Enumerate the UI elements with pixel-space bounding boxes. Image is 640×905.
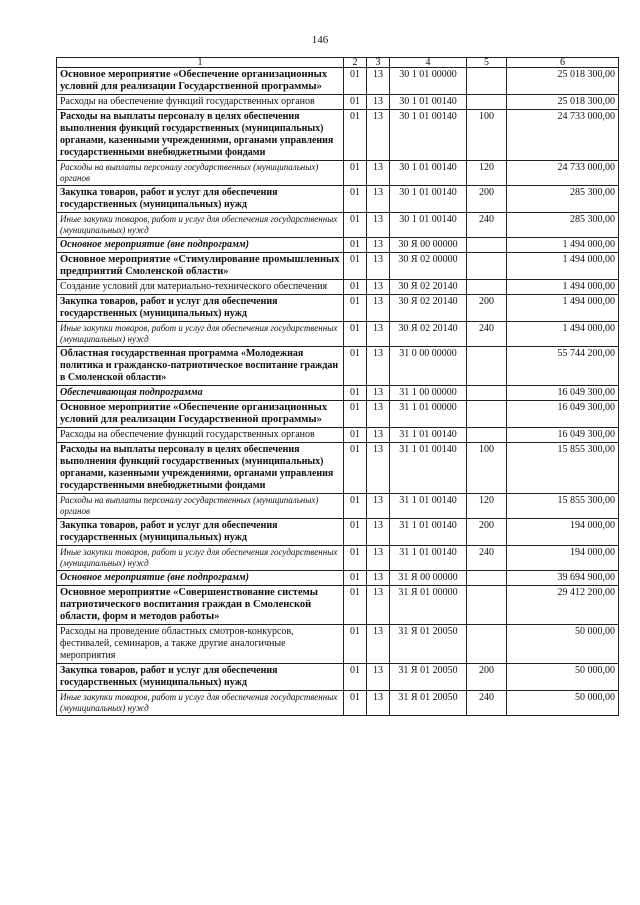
expense-type-cell: 120 bbox=[467, 161, 507, 186]
subsection-code-cell: 13 bbox=[367, 443, 390, 494]
target-article-cell: 30 1 01 00140 bbox=[390, 186, 467, 213]
section-code-cell: 01 bbox=[344, 68, 367, 95]
expense-type-cell: 200 bbox=[467, 664, 507, 691]
subsection-code-cell: 13 bbox=[367, 428, 390, 443]
table-row bbox=[57, 253, 619, 280]
amount-cell: 1 494 000,00 bbox=[507, 253, 619, 280]
page-number: 146 bbox=[311, 34, 329, 46]
target-article-cell: 30 Я 02 00000 bbox=[390, 253, 467, 280]
amount-cell: 16 049 300,00 bbox=[507, 401, 619, 428]
amount-cell: 50 000,00 bbox=[507, 625, 619, 664]
amount-cell: 1 494 000,00 bbox=[507, 238, 619, 253]
target-article-cell: 30 Я 02 20140 bbox=[390, 280, 467, 295]
row-name-cell: Обеспечивающая подпрограмма bbox=[57, 386, 344, 401]
target-article-cell: 31 1 01 00140 bbox=[390, 494, 467, 519]
header-col-1: 1 bbox=[57, 58, 344, 68]
section-code-cell: 01 bbox=[344, 586, 367, 625]
amount-cell: 25 018 300,00 bbox=[507, 68, 619, 95]
subsection-code-cell: 13 bbox=[367, 253, 390, 280]
expense-type-cell: 100 bbox=[467, 443, 507, 494]
row-name-cell: Расходы на выплаты персоналу государственных (муниципальных) органов bbox=[57, 494, 344, 519]
subsection-code-cell: 13 bbox=[367, 213, 390, 238]
subsection-code-cell: 13 bbox=[367, 494, 390, 519]
row-name-cell: Закупка товаров, работ и услуг для обеспечения государственных (муниципальных) нужд bbox=[57, 295, 344, 322]
expense-type-cell bbox=[467, 68, 507, 95]
target-article-cell: 31 Я 00 00000 bbox=[390, 571, 467, 586]
expense-type-cell bbox=[467, 571, 507, 586]
target-article-cell: 31 1 01 00000 bbox=[390, 401, 467, 428]
row-name-cell: Основное мероприятие (вне подпрограмм) bbox=[57, 571, 344, 586]
amount-cell: 29 412 200,00 bbox=[507, 586, 619, 625]
section-code-cell: 01 bbox=[344, 161, 367, 186]
section-code-cell: 01 bbox=[344, 280, 367, 295]
section-code-cell: 01 bbox=[344, 494, 367, 519]
expense-type-cell: 200 bbox=[467, 186, 507, 213]
row-name-cell: Основное мероприятие «Стимулирование промышленных предприятий Смоленской области» bbox=[57, 253, 344, 280]
expense-type-cell: 240 bbox=[467, 546, 507, 571]
section-code-cell: 01 bbox=[344, 571, 367, 586]
row-name-cell: Закупка товаров, работ и услуг для обеспечения государственных (муниципальных) нужд bbox=[57, 664, 344, 691]
section-code-cell: 01 bbox=[344, 664, 367, 691]
row-name-cell: Создание условий для материально-технического обеспечения bbox=[57, 280, 344, 295]
expense-type-cell bbox=[467, 586, 507, 625]
table-row bbox=[57, 386, 619, 401]
section-code-cell: 01 bbox=[344, 691, 367, 716]
row-name-cell: Иные закупки товаров, работ и услуг для обеспечения государственных (муниципальных) нужд bbox=[57, 691, 344, 716]
section-code-cell: 01 bbox=[344, 213, 367, 238]
section-code-cell: 01 bbox=[344, 625, 367, 664]
table-row bbox=[57, 586, 619, 625]
amount-cell: 24 733 000,00 bbox=[507, 161, 619, 186]
target-article-cell: 31 0 00 00000 bbox=[390, 347, 467, 386]
amount-cell: 285 300,00 bbox=[507, 213, 619, 238]
amount-cell: 25 018 300,00 bbox=[507, 95, 619, 110]
subsection-code-cell: 13 bbox=[367, 386, 390, 401]
row-name-cell: Закупка товаров, работ и услуг для обеспечения государственных (муниципальных) нужд bbox=[57, 186, 344, 213]
expense-type-cell bbox=[467, 401, 507, 428]
section-code-cell: 01 bbox=[344, 295, 367, 322]
row-name-cell: Областная государственная программа «Молодежная политика и гражданско-патриотическое воспитание граждан в Смоленской области» bbox=[57, 347, 344, 386]
section-code-cell: 01 bbox=[344, 95, 367, 110]
table-row bbox=[57, 546, 619, 571]
table-row bbox=[57, 322, 619, 347]
subsection-code-cell: 13 bbox=[367, 586, 390, 625]
subsection-code-cell: 13 bbox=[367, 238, 390, 253]
target-article-cell: 31 1 01 00140 bbox=[390, 519, 467, 546]
subsection-code-cell: 13 bbox=[367, 519, 390, 546]
amount-cell: 285 300,00 bbox=[507, 186, 619, 213]
header-col-3: 3 bbox=[367, 58, 390, 68]
subsection-code-cell: 13 bbox=[367, 295, 390, 322]
expense-type-cell: 100 bbox=[467, 110, 507, 161]
section-code-cell: 01 bbox=[344, 428, 367, 443]
section-code-cell: 01 bbox=[344, 443, 367, 494]
section-code-cell: 01 bbox=[344, 347, 367, 386]
subsection-code-cell: 13 bbox=[367, 664, 390, 691]
table-row bbox=[57, 110, 619, 161]
table-row bbox=[57, 401, 619, 428]
section-code-cell: 01 bbox=[344, 238, 367, 253]
amount-cell: 55 744 200,00 bbox=[507, 347, 619, 386]
amount-cell: 16 049 300,00 bbox=[507, 428, 619, 443]
header-col-6: 6 bbox=[507, 58, 619, 68]
section-code-cell: 01 bbox=[344, 519, 367, 546]
target-article-cell: 31 1 01 00140 bbox=[390, 443, 467, 494]
expense-type-cell: 200 bbox=[467, 295, 507, 322]
row-name-cell: Основное мероприятие (вне подпрограмм) bbox=[57, 238, 344, 253]
amount-cell: 50 000,00 bbox=[507, 664, 619, 691]
table-row bbox=[57, 213, 619, 238]
table-row bbox=[57, 625, 619, 664]
table-row bbox=[57, 186, 619, 213]
header-col-5: 5 bbox=[467, 58, 507, 68]
table-row bbox=[57, 68, 619, 95]
header-col-4: 4 bbox=[390, 58, 467, 68]
amount-cell: 15 855 300,00 bbox=[507, 443, 619, 494]
expense-type-cell bbox=[467, 625, 507, 664]
budget-table bbox=[56, 57, 619, 716]
table-row bbox=[57, 691, 619, 716]
amount-cell: 1 494 000,00 bbox=[507, 295, 619, 322]
amount-cell: 15 855 300,00 bbox=[507, 494, 619, 519]
table-row bbox=[57, 519, 619, 546]
subsection-code-cell: 13 bbox=[367, 110, 390, 161]
target-article-cell: 31 1 01 00140 bbox=[390, 546, 467, 571]
expense-type-cell bbox=[467, 95, 507, 110]
expense-type-cell bbox=[467, 428, 507, 443]
section-code-cell: 01 bbox=[344, 322, 367, 347]
row-name-cell: Основное мероприятие «Обеспечение организационных условий для реализации Государственной программы» bbox=[57, 401, 344, 428]
table-row bbox=[57, 280, 619, 295]
expense-type-cell: 240 bbox=[467, 322, 507, 347]
row-name-cell: Иные закупки товаров, работ и услуг для обеспечения государственных (муниципальных) нужд bbox=[57, 213, 344, 238]
subsection-code-cell: 13 bbox=[367, 546, 390, 571]
row-name-cell: Расходы на выплаты персоналу государственных (муниципальных) органов bbox=[57, 161, 344, 186]
table-row bbox=[57, 347, 619, 386]
subsection-code-cell: 13 bbox=[367, 625, 390, 664]
amount-cell: 194 000,00 bbox=[507, 519, 619, 546]
target-article-cell: 30 1 01 00140 bbox=[390, 161, 467, 186]
target-article-cell: 31 Я 01 20050 bbox=[390, 625, 467, 664]
target-article-cell: 31 1 01 00140 bbox=[390, 428, 467, 443]
row-name-cell: Расходы на обеспечение функций государственных органов bbox=[57, 428, 344, 443]
header-row bbox=[57, 58, 619, 68]
table-row bbox=[57, 428, 619, 443]
expense-type-cell: 120 bbox=[467, 494, 507, 519]
table-row bbox=[57, 494, 619, 519]
subsection-code-cell: 13 bbox=[367, 322, 390, 347]
target-article-cell: 31 Я 01 20050 bbox=[390, 664, 467, 691]
expense-type-cell: 240 bbox=[467, 213, 507, 238]
row-name-cell: Основное мероприятие «Совершенствование системы патриотического воспитания граждан в Смоленской области, форм и методов работы» bbox=[57, 586, 344, 625]
table-row bbox=[57, 95, 619, 110]
subsection-code-cell: 13 bbox=[367, 401, 390, 428]
table-row bbox=[57, 295, 619, 322]
amount-cell: 194 000,00 bbox=[507, 546, 619, 571]
section-code-cell: 01 bbox=[344, 253, 367, 280]
section-code-cell: 01 bbox=[344, 186, 367, 213]
row-name-cell: Иные закупки товаров, работ и услуг для обеспечения государственных (муниципальных) нужд bbox=[57, 322, 344, 347]
target-article-cell: 31 Я 01 00000 bbox=[390, 586, 467, 625]
amount-cell: 1 494 000,00 bbox=[507, 280, 619, 295]
amount-cell: 24 733 000,00 bbox=[507, 110, 619, 161]
subsection-code-cell: 13 bbox=[367, 68, 390, 95]
target-article-cell: 30 1 01 00140 bbox=[390, 110, 467, 161]
row-name-cell: Расходы на выплаты персоналу в целях обеспечения выполнения функций государственных (муниципальных) органами, казенными учреждениями, органами управления государственными внебюджетными фондами bbox=[57, 110, 344, 161]
table-row bbox=[57, 443, 619, 494]
expense-type-cell: 240 bbox=[467, 691, 507, 716]
target-article-cell: 30 1 01 00140 bbox=[390, 213, 467, 238]
row-name-cell: Расходы на проведение областных смотров-конкурсов, фестивалей, семинаров, а также другие аналогичные мероприятия bbox=[57, 625, 344, 664]
subsection-code-cell: 13 bbox=[367, 161, 390, 186]
table-row bbox=[57, 238, 619, 253]
target-article-cell: 30 1 01 00000 bbox=[390, 68, 467, 95]
subsection-code-cell: 13 bbox=[367, 571, 390, 586]
amount-cell: 39 694 900,00 bbox=[507, 571, 619, 586]
header-col-2: 2 bbox=[344, 58, 367, 68]
expense-type-cell bbox=[467, 238, 507, 253]
expense-type-cell: 200 bbox=[467, 519, 507, 546]
target-article-cell: 30 1 01 00140 bbox=[390, 95, 467, 110]
target-article-cell: 31 1 00 00000 bbox=[390, 386, 467, 401]
row-name-cell: Закупка товаров, работ и услуг для обеспечения государственных (муниципальных) нужд bbox=[57, 519, 344, 546]
expense-type-cell bbox=[467, 280, 507, 295]
target-article-cell: 31 Я 01 20050 bbox=[390, 691, 467, 716]
expense-type-cell bbox=[467, 386, 507, 401]
subsection-code-cell: 13 bbox=[367, 186, 390, 213]
subsection-code-cell: 13 bbox=[367, 95, 390, 110]
expense-type-cell bbox=[467, 253, 507, 280]
target-article-cell: 30 Я 02 20140 bbox=[390, 295, 467, 322]
subsection-code-cell: 13 bbox=[367, 280, 390, 295]
section-code-cell: 01 bbox=[344, 386, 367, 401]
amount-cell: 16 049 300,00 bbox=[507, 386, 619, 401]
row-name-cell: Основное мероприятие «Обеспечение организационных условий для реализации Государственной программы» bbox=[57, 68, 344, 95]
row-name-cell: Расходы на выплаты персоналу в целях обеспечения выполнения функций государственных (муниципальных) органами, казенными учреждениями, органами управления государственными внебюджетными фондами bbox=[57, 443, 344, 494]
row-name-cell: Расходы на обеспечение функций государственных органов bbox=[57, 95, 344, 110]
subsection-code-cell: 13 bbox=[367, 691, 390, 716]
table-row bbox=[57, 664, 619, 691]
section-code-cell: 01 bbox=[344, 110, 367, 161]
table-body bbox=[57, 68, 619, 716]
row-name-cell: Иные закупки товаров, работ и услуг для обеспечения государственных (муниципальных) нужд bbox=[57, 546, 344, 571]
table-row bbox=[57, 161, 619, 186]
amount-cell: 50 000,00 bbox=[507, 691, 619, 716]
section-code-cell: 01 bbox=[344, 401, 367, 428]
amount-cell: 1 494 000,00 bbox=[507, 322, 619, 347]
target-article-cell: 30 Я 00 00000 bbox=[390, 238, 467, 253]
expense-type-cell bbox=[467, 347, 507, 386]
target-article-cell: 30 Я 02 20140 bbox=[390, 322, 467, 347]
table-row bbox=[57, 571, 619, 586]
section-code-cell: 01 bbox=[344, 546, 367, 571]
subsection-code-cell: 13 bbox=[367, 347, 390, 386]
